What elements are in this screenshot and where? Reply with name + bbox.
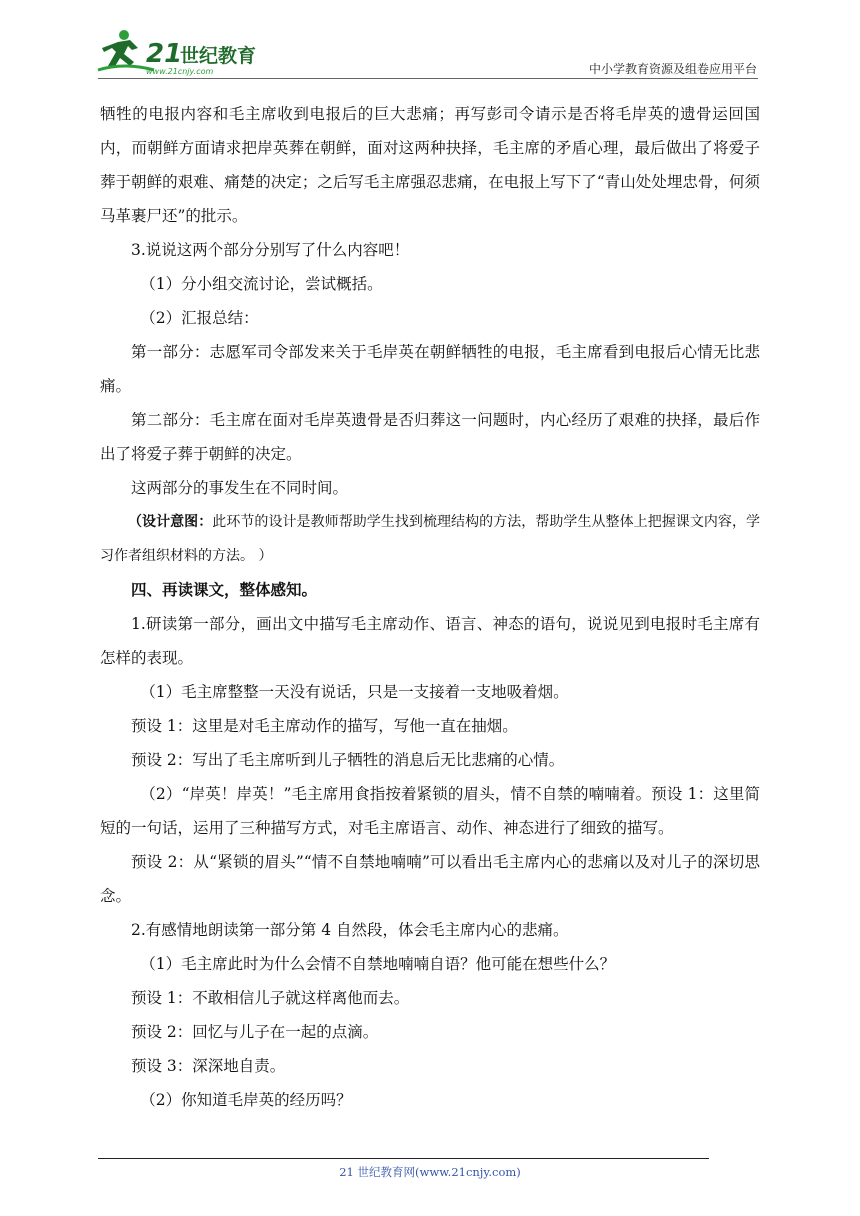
svg-text:www.21cnjy.com: www.21cnjy.com — [146, 67, 214, 76]
paragraph: （2）汇报总结： — [140, 309, 259, 327]
paragraph: 预设 1：不敢相信儿子就这样离他而去。 — [131, 989, 410, 1007]
svg-text:21: 21 — [146, 39, 183, 69]
paragraph: （1）分小组交流讨论，尝试概括。 — [140, 275, 383, 293]
design-note — [100, 505, 760, 573]
header-divider — [98, 78, 758, 79]
paragraph: 预设 2：从“紧锁的眉头”“情不自禁地喃喃”可以看出毛主席内心的悲痛以及对儿子的深切思念。 — [100, 853, 760, 905]
paragraph: （1）毛主席此时为什么会情不自禁地喃喃自语？他可能在想些什么？ — [140, 955, 616, 973]
paragraph: 2.有感情地朗读第一部分第 4 自然段，体会毛主席内心的悲痛。 — [131, 921, 569, 939]
document-body — [100, 97, 760, 1117]
paragraph: 第一部分：志愿军司令部发来关于毛岸英在朝鲜牺牲的电报，毛主席看到电报后心情无比悲痛。 — [100, 343, 760, 395]
page-header — [0, 0, 860, 84]
paragraph: 预设 2：回忆与儿子在一起的点滴。 — [131, 1023, 379, 1041]
footer-text: 21 世纪教育网(www.21cnjy.com) — [339, 1165, 521, 1179]
design-note-text: 此环节的设计是教师帮助学生找到梳理结构的方法，帮助学生从整体上把握课文内容，学习作者组织材料的方法。 ） — [100, 514, 761, 564]
paragraph: （1）毛主席整整一天没有说话，只是一支接着一支地吸着烟。 — [140, 683, 569, 701]
paragraph: （2）你知道毛岸英的经历吗？ — [140, 1091, 352, 1109]
paragraph: （2）“岸英！岸英！”毛主席用食指按着紧锁的眉头，情不自禁的喃喃着。预设 1：这里简短的一句话，运用了三种描写方式，对毛主席语言、动作、神态进行了细致的描写。 — [100, 785, 760, 837]
paragraph: 预设 1：这里是对毛主席动作的描写，写他一直在抽烟。 — [131, 717, 518, 735]
paragraph: 第二部分：毛主席在面对毛岸英遗骨是否归葬这一问题时，内心经历了艰难的抉择，最后作出了将爱子葬于朝鲜的决定。 — [100, 411, 760, 463]
paragraph: 预设 3：深深地自责。 — [131, 1057, 286, 1075]
paragraph: 这两部分的事发生在不同时间。 — [131, 479, 349, 497]
paragraph: 1.研读第一部分，画出文中描写毛主席动作、语言、神态的语句，说说见到电报时毛主席有怎样的表现。 — [100, 615, 760, 667]
svg-text:世纪教育: 世纪教育 — [180, 45, 257, 67]
paragraph: 预设 2：写出了毛主席听到儿子牺牲的消息后无比悲痛的心情。 — [131, 751, 565, 769]
logo — [94, 26, 264, 80]
paragraph: 3.说说这两个部分分别写了什么内容吧！ — [131, 241, 410, 259]
design-note-label: （设计意图： — [128, 514, 213, 530]
paragraph: 牺牲的电报内容和毛主席收到电报后的巨大悲痛；再写彭司令请示是否将毛岸英的遗骨运回国内，而朝鲜方面请求把岸英葬在朝鲜，面对这两种抉择，毛主席的矛盾心理，最后做出了将爱子葬于朝鲜的艰难、痛楚的决定；之后写毛主席强忍悲痛，在电报上写下了“青山处处埋忠骨，何须马革裹尸还”的批示。 — [100, 105, 760, 225]
platform-name: 中小学教育资源及组卷应用平台 — [588, 62, 757, 76]
footer-divider — [98, 1158, 709, 1159]
section-heading: 四、再读课文，整体感知。 — [131, 580, 318, 599]
